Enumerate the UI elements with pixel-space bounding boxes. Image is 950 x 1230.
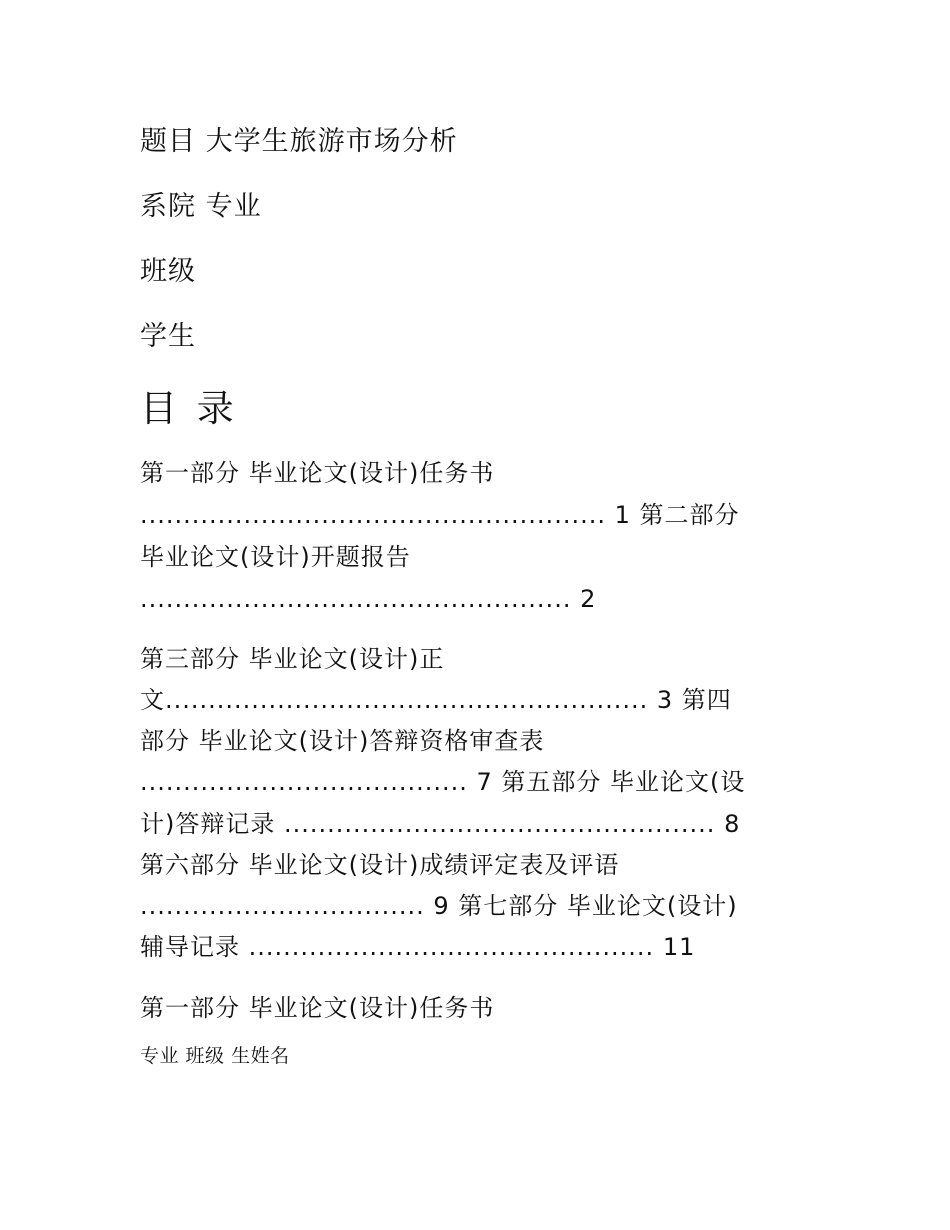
student-line: 学生 [140, 321, 196, 352]
toc-line: 文........................................................ 3 第四 [140, 686, 732, 714]
toc-line: 第六部分 毕业论文(设计)成绩评定表及评语 [140, 851, 620, 879]
section-heading: 第一部分 毕业论文(设计)任务书 [140, 994, 495, 1022]
toc-line: 计)答辩记录 .................................................. 8 [140, 810, 741, 838]
toc-line: ...................................... 7 第五部分 毕业论文(设 [140, 768, 746, 796]
toc-line: 辅导记录 ............................................... 11 [140, 933, 696, 961]
toc-line: .................................................. 2 [140, 585, 597, 613]
toc-line: 第一部分 毕业论文(设计)任务书 [140, 459, 495, 487]
toc-line: 毕业论文(设计)开题报告 [140, 543, 411, 571]
toc-line: 部分 毕业论文(设计)答辩资格审查表 [140, 727, 545, 755]
table-of-contents-heading: 目 录 [140, 387, 238, 430]
class-line: 班级 [140, 256, 196, 287]
thesis-title-line: 题目 大学生旅游市场分析 [140, 126, 458, 157]
toc-line: 第三部分 毕业论文(设计)正 [140, 645, 445, 673]
toc-line: ................................. 9 第七部分 毕业论文(设计) [140, 892, 738, 920]
department-major-line: 系院 专业 [140, 191, 262, 222]
student-info-line: 专业 班级 生姓名 [140, 1045, 290, 1067]
toc-line: ...................................................... 1 第二部分 [140, 501, 740, 529]
